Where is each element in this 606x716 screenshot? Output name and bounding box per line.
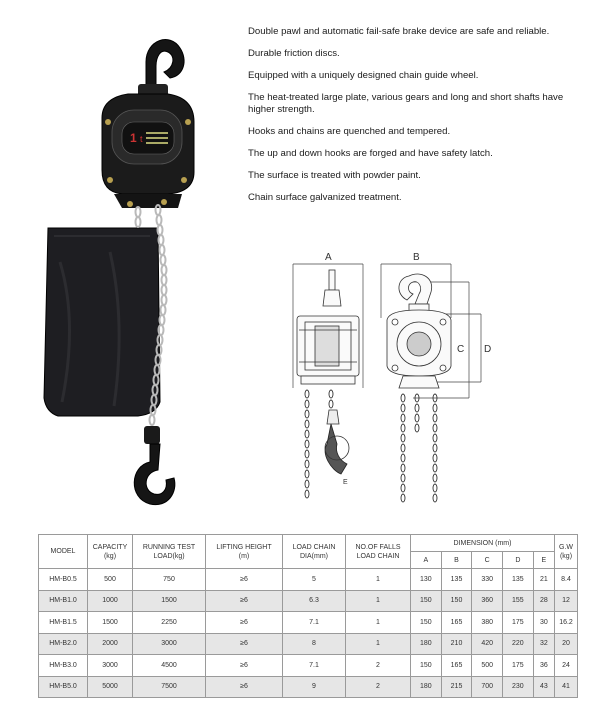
table-row (39, 590, 578, 612)
header-dimension: DIMENSION (mm) (411, 535, 555, 552)
cell-dim-b: 165 (441, 612, 472, 634)
cell-running-test: 7500 (133, 676, 206, 698)
cell-running-test: 4500 (133, 655, 206, 677)
feature-item: Durable friction discs. (248, 48, 340, 59)
cell-load-chain: 5 (283, 569, 346, 591)
cell-running-test: 2250 (133, 612, 206, 634)
cell-running-test: 3000 (133, 633, 206, 655)
cell-dim-a: 150 (411, 590, 442, 612)
cell-gw: 20 (555, 633, 578, 655)
cell-gw: 41 (555, 676, 578, 698)
feature-item: Equipped with a uniquely designed chain guide wheel. (248, 70, 479, 81)
dim-label-a: A (325, 252, 332, 263)
feature-item: Chain surface galvanized treatment. (248, 192, 402, 203)
cell-running-test: 1500 (133, 590, 206, 612)
bottom-hook-icon (134, 444, 175, 505)
dim-label-c: C (457, 344, 465, 355)
header-dim-a: A (411, 552, 442, 569)
cell-dim-c: 360 (472, 590, 503, 612)
spec-table (38, 534, 578, 698)
header-capacity: CAPACITY (kg) (88, 535, 133, 569)
cell-capacity: 1500 (88, 612, 133, 634)
cell-dim-c: 380 (472, 612, 503, 634)
cell-load-chain: 8 (283, 633, 346, 655)
cell-dim-c: 700 (472, 676, 503, 698)
cell-dim-a: 150 (411, 612, 442, 634)
cell-falls: 1 (346, 590, 411, 612)
side-hook-icon (325, 424, 347, 474)
cell-model: HM-B5.0 (39, 676, 88, 698)
dimension-drawing (285, 248, 500, 516)
cell-dim-a: 130 (411, 569, 442, 591)
cell-dim-b: 215 (441, 676, 472, 698)
cell-dim-d: 175 (503, 655, 534, 677)
header-load-chain: LOAD CHAIN DIA(mm) (283, 535, 346, 569)
cell-falls: 2 (346, 655, 411, 677)
photo-label-number: 1 (130, 131, 137, 145)
feature-item: Double pawl and automatic fail-safe brake device are safe and reliable. (248, 26, 550, 37)
cell-dim-b: 150 (441, 590, 472, 612)
cell-load-chain: 7.1 (283, 655, 346, 677)
cell-dim-d: 230 (503, 676, 534, 698)
table-header-row (39, 535, 578, 552)
cell-load-chain: 6.3 (283, 590, 346, 612)
dim-label-d: D (484, 344, 492, 355)
cell-model: HM-B0.5 (39, 569, 88, 591)
feature-item: The up and down hooks are forged and have safety latch. (248, 148, 493, 159)
cell-dim-a: 150 (411, 655, 442, 677)
cell-lifting-height: ≥6 (206, 590, 283, 612)
cell-capacity: 5000 (88, 676, 133, 698)
cell-dim-b: 210 (441, 633, 472, 655)
cell-gw: 8.4 (555, 569, 578, 591)
cell-lifting-height: ≥6 (206, 569, 283, 591)
table-row (39, 612, 578, 634)
cell-dim-e: 36 (533, 655, 554, 677)
table-row (39, 633, 578, 655)
header-dim-e: E (533, 552, 554, 569)
dim-label-b: B (413, 252, 420, 263)
header-dim-b: B (441, 552, 472, 569)
cell-gw: 12 (555, 590, 578, 612)
cell-model: HM-B1.0 (39, 590, 88, 612)
cell-model: HM-B2.0 (39, 633, 88, 655)
cell-gw: 16.2 (555, 612, 578, 634)
cell-dim-e: 28 (533, 590, 554, 612)
cell-capacity: 1000 (88, 590, 133, 612)
dim-label-e: E (343, 479, 348, 486)
cell-dim-e: 43 (533, 676, 554, 698)
cell-dim-d: 175 (503, 612, 534, 634)
cell-lifting-height: ≥6 (206, 676, 283, 698)
cell-capacity: 2000 (88, 633, 133, 655)
header-gw: G.W (kg) (555, 535, 578, 569)
cell-capacity: 500 (88, 569, 133, 591)
feature-item: The surface is treated with powder paint. (248, 170, 421, 181)
header-dim-d: D (503, 552, 534, 569)
cell-dim-d: 220 (503, 633, 534, 655)
cell-dim-a: 180 (411, 676, 442, 698)
photo-label-unit: t (140, 134, 143, 144)
cell-load-chain: 9 (283, 676, 346, 698)
cell-dim-a: 180 (411, 633, 442, 655)
cell-lifting-height: ≥6 (206, 633, 283, 655)
cell-falls: 2 (346, 676, 411, 698)
table-row (39, 676, 578, 698)
header-running-test: RUNNING TEST LOAD(kg) (133, 535, 206, 569)
cell-running-test: 750 (133, 569, 206, 591)
cell-falls: 1 (346, 569, 411, 591)
cell-model: HM-B1.5 (39, 612, 88, 634)
cell-dim-b: 165 (441, 655, 472, 677)
cell-dim-e: 32 (533, 633, 554, 655)
header-model: MODEL (39, 535, 88, 569)
feature-item: Hooks and chains are quenched and tempered. (248, 126, 451, 137)
feature-item: The heat-treated large plate, various gears and long and short shafts have higher strength. (248, 92, 564, 115)
table-row (39, 655, 578, 677)
cell-dim-e: 30 (533, 612, 554, 634)
cell-falls: 1 (346, 612, 411, 634)
cell-dim-d: 135 (503, 569, 534, 591)
chain-bag (44, 228, 160, 416)
header-dim-c: C (472, 552, 503, 569)
cell-dim-c: 330 (472, 569, 503, 591)
cell-lifting-height: ≥6 (206, 612, 283, 634)
chain-hoist-photo (18, 22, 233, 522)
cell-load-chain: 7.1 (283, 612, 346, 634)
cell-falls: 1 (346, 633, 411, 655)
header-falls: NO.OF FALLS LOAD CHAIN (346, 535, 411, 569)
cell-dim-c: 500 (472, 655, 503, 677)
table-row (39, 569, 578, 591)
header-lifting-height: LIFTING HEIGHT (m) (206, 535, 283, 569)
feature-list (248, 26, 568, 214)
cell-capacity: 3000 (88, 655, 133, 677)
cell-dim-c: 420 (472, 633, 503, 655)
cell-dim-e: 21 (533, 569, 554, 591)
cell-model: HM-B3.0 (39, 655, 88, 677)
cell-lifting-height: ≥6 (206, 655, 283, 677)
cell-gw: 24 (555, 655, 578, 677)
cell-dim-d: 155 (503, 590, 534, 612)
cell-dim-b: 135 (441, 569, 472, 591)
